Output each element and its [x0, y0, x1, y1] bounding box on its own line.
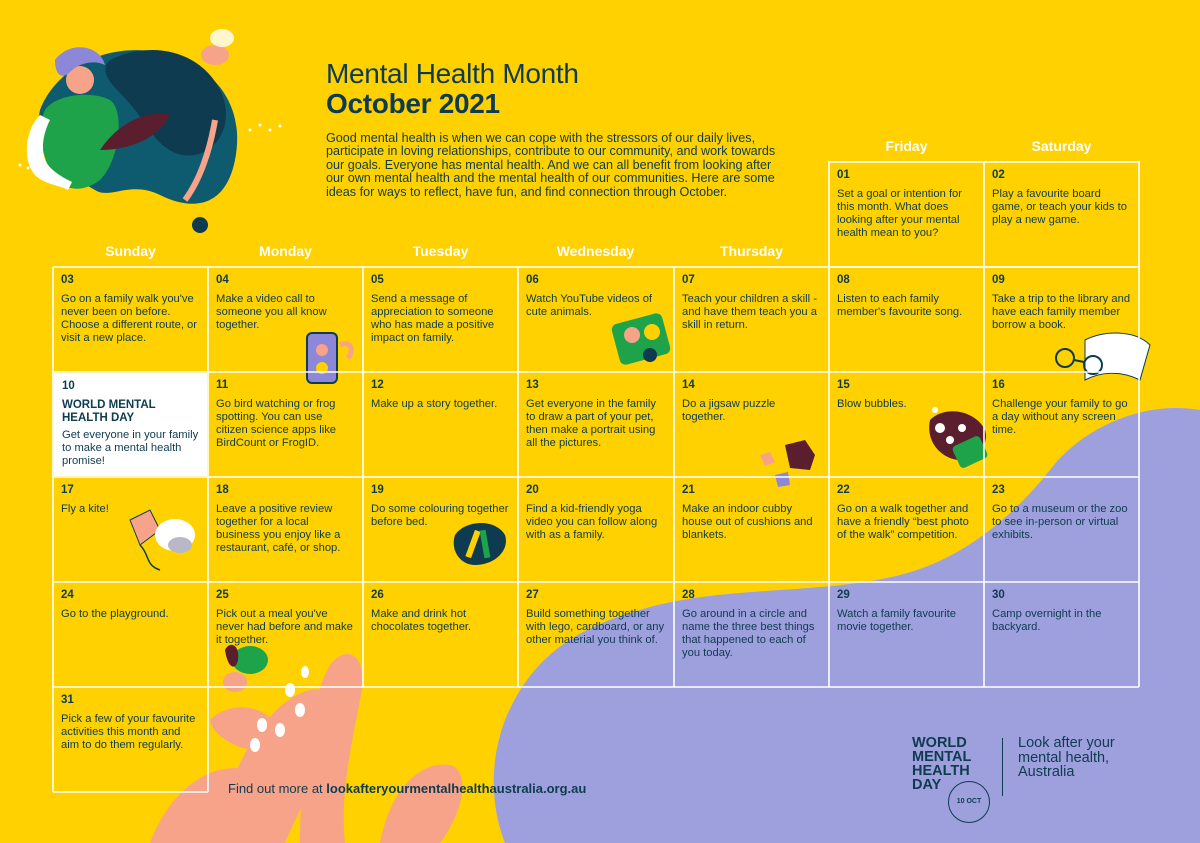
- page-title-line1: Mental Health Month: [326, 58, 579, 89]
- website-link[interactable]: lookafteryourmentalhealthaustralia.org.au: [326, 781, 587, 796]
- intro-paragraph: Good mental health is when we can cope with the stressors of our daily lives, participate in loving relationships, contribute to our community, and work towards our goals. Everyone has mental health. And we can all benefit from looking after our own mental health and the mental health of our communities. Here are some ideas for ways to reflect, have fun, and find connection through October.: [326, 131, 776, 199]
- calendar-cell-11: 11 Go bird watching or frog spotting. You can use citizen science apps like BirdCount or FrogID.: [216, 379, 337, 449]
- logo-tagline: Look after your mental health, Australia: [1018, 735, 1115, 780]
- calendar-cell-17: 17 Fly a kite!: [61, 484, 109, 515]
- calendar-cell-04: 04 Make a video call to someone you all know together.: [216, 274, 327, 331]
- day-header-thursday: Thursday: [719, 243, 783, 259]
- calendar-cell-09: 09 Take a trip to the library and have each family member borrow a book.: [992, 274, 1131, 331]
- calendar-cell-02: 02 Play a favourite board game, or teach your kids to play a new game.: [992, 169, 1127, 226]
- calendar-cell-05: 05 Send a message of appreciation to someone who has made a positive impact on family.: [371, 274, 495, 344]
- world-mental-health-day-logo: WORLD MENTAL HEALTH DAY: [912, 735, 972, 793]
- calendar-cell-30: 30 Camp overnight in the backyard.: [992, 589, 1102, 633]
- day-header-friday: Friday: [885, 138, 928, 154]
- calendar-cell-27: 27 Build something together with lego, cardboard, or any other material you think of.: [526, 589, 665, 646]
- calendar-cell-14: 14 Do a jigsaw puzzle together.: [682, 379, 776, 423]
- calendar-cell-31: 31 Pick a few of your favourite activities this month and aim to do them regularly.: [61, 694, 196, 751]
- calendar-cell-24: 24 Go to the playground.: [61, 589, 169, 620]
- calendar-cell-13: 13 Get everyone in the family to draw a part of your pet, then make a portrait using all the pictures.: [526, 379, 656, 449]
- footer-link-line: Find out more at lookafteryourmentalhealthaustralia.org.au: [228, 781, 587, 796]
- calendar-cell-21: 21 Make an indoor cubby house out of cushions and blankets.: [682, 484, 813, 541]
- calendar-cell-22: 22 Go on a walk together and have a friendly “best photo of the walk” competition.: [837, 484, 969, 541]
- calendar-cell-19: 19 Do some colouring together before bed.: [371, 484, 509, 528]
- calendar-cell-25: 25 Pick out a meal you've never had before and make it together.: [216, 589, 353, 646]
- calendar-cell-06: 06 Watch YouTube videos of cute animals.: [526, 274, 653, 318]
- calendar-cell-10: 10 WORLD MENTAL HEALTH DAY Get everyone in your family to make a mental health promise!: [54, 373, 207, 476]
- logo-divider: [1002, 738, 1003, 796]
- calendar-cell-08: 08 Listen to each family member's favourite song.: [837, 274, 963, 318]
- day-header-saturday: Saturday: [1031, 138, 1092, 154]
- calendar-cell-29: 29 Watch a family favourite movie together.: [837, 589, 956, 633]
- calendar-cell-01: 01 Set a goal or intention for this month. What does looking after your mental health mean to you?: [837, 169, 963, 239]
- calendar-cell-26: 26 Make and drink hot chocolates together.: [371, 589, 472, 633]
- day-header-wednesday: Wednesday: [556, 243, 635, 259]
- calendar-cell-16: 16 Challenge your family to go a day without any screen time.: [992, 379, 1128, 436]
- calendar-cell-12: 12 Make up a story together.: [371, 379, 498, 410]
- calendar-cell-18: 18 Leave a positive review together for a local business you enjoy like a restaurant, café, or shop.: [216, 484, 341, 554]
- day-header-sunday: Sunday: [105, 243, 156, 259]
- world-mental-health-day-label: WORLD MENTAL HEALTH DAY: [62, 399, 156, 424]
- page-title-line2: October 2021: [326, 88, 500, 119]
- calendar-cell-28: 28 Go around in a circle and name the three best things that happened to each of you today.: [682, 589, 815, 659]
- calendar-cell-15: 15 Blow bubbles.: [837, 379, 907, 410]
- calendar-cell-03: 03 Go on a family walk you've never been on before. Choose a different route, or visit a new place.: [61, 274, 197, 344]
- calendar-cell-07: 07 Teach your children a skill - and have them teach you a skill in return.: [682, 274, 817, 331]
- calendar-cell-20: 20 Find a kid-friendly yoga video you can follow along with as a family.: [526, 484, 658, 541]
- day-header-monday: Monday: [259, 243, 312, 259]
- day-header-tuesday: Tuesday: [412, 243, 469, 259]
- calendar-cell-23: 23 Go to a museum or the zoo to see in-person or virtual exhibits.: [992, 484, 1128, 541]
- logo-date-badge: 10 OCT: [948, 781, 990, 823]
